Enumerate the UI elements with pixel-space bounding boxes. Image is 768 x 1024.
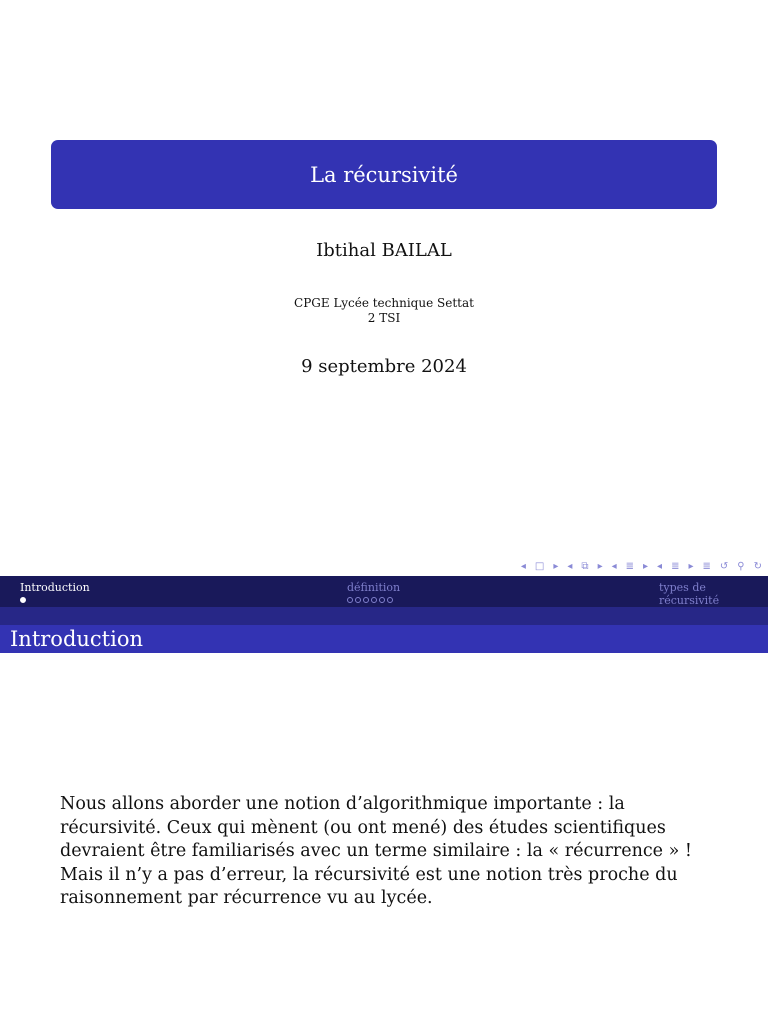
- nav-section-icon[interactable]: ≣: [671, 561, 680, 572]
- nav-next-section-icon[interactable]: ▸: [688, 561, 694, 572]
- frame-dot[interactable]: [387, 597, 393, 603]
- frame-dot[interactable]: [347, 597, 353, 603]
- frame-dot[interactable]: [363, 597, 369, 603]
- presentation-title: La récursivité: [310, 162, 458, 187]
- presentation-date: 9 septembre 2024: [301, 356, 467, 377]
- nav-section-dots: [20, 597, 90, 603]
- nav-document-icon[interactable]: ≣: [702, 561, 711, 572]
- nav-prev-section-icon[interactable]: ◂: [657, 561, 663, 572]
- nav-next-slide-icon[interactable]: ▸: [553, 561, 559, 572]
- nav-section-label: types de récursivité: [659, 581, 720, 607]
- nav-next-subsection-icon[interactable]: ▸: [643, 561, 649, 572]
- institution: [0, 296, 768, 326]
- frame-dot-current[interactable]: [20, 597, 26, 603]
- subsection-bar: [0, 607, 768, 625]
- institution-line-2: 2 TSI: [367, 311, 401, 325]
- frame-dot[interactable]: [371, 597, 377, 603]
- nav-section-label: Introduction: [20, 581, 90, 594]
- nav-forward-icon[interactable]: ↻: [753, 561, 762, 572]
- nav-section-definition[interactable]: [347, 581, 400, 603]
- nav-frame-icon[interactable]: ⧉: [581, 561, 589, 572]
- frame-dot[interactable]: [379, 597, 385, 603]
- nav-prev-slide-icon[interactable]: ◂: [520, 561, 526, 572]
- frame-dot[interactable]: [355, 597, 361, 603]
- nav-section-introduction[interactable]: [20, 581, 90, 603]
- nav-section-label: définition: [347, 581, 401, 594]
- section-navigation-bar: [0, 576, 768, 607]
- nav-prev-subsection-icon[interactable]: ◂: [611, 561, 617, 572]
- frame-title-bar: [0, 625, 768, 653]
- nav-subsection-icon[interactable]: ≣: [625, 561, 635, 572]
- nav-search-icon[interactable]: ⚲: [737, 561, 745, 572]
- nav-back-icon[interactable]: ↺: [719, 561, 729, 572]
- author: Ibtihal BAILAL: [316, 240, 452, 261]
- institution-line-1: CPGE Lycée technique Settat: [294, 296, 474, 310]
- title-box: [51, 140, 717, 209]
- nav-slide-icon[interactable]: □: [534, 561, 545, 572]
- frame-title: Introduction: [10, 627, 143, 651]
- nav-section-dots: [347, 597, 400, 603]
- nav-prev-frame-icon[interactable]: ◂: [567, 561, 573, 572]
- nav-next-frame-icon[interactable]: ▸: [597, 561, 603, 572]
- introduction-paragraph: Nous allons aborder une notion d’algorithmique importante : la récursivité. Ceux qui mènent (ou ont mené) des études scientifiques devraient être familiarisés avec un terme similaire : la « récurrence » ! Mais il n’y a pas d’erreur, la récursivité est une notion très proche du raisonnement par récurrence vu au lycée.: [60, 794, 692, 908]
- beamer-navigation-symbols: [521, 561, 762, 573]
